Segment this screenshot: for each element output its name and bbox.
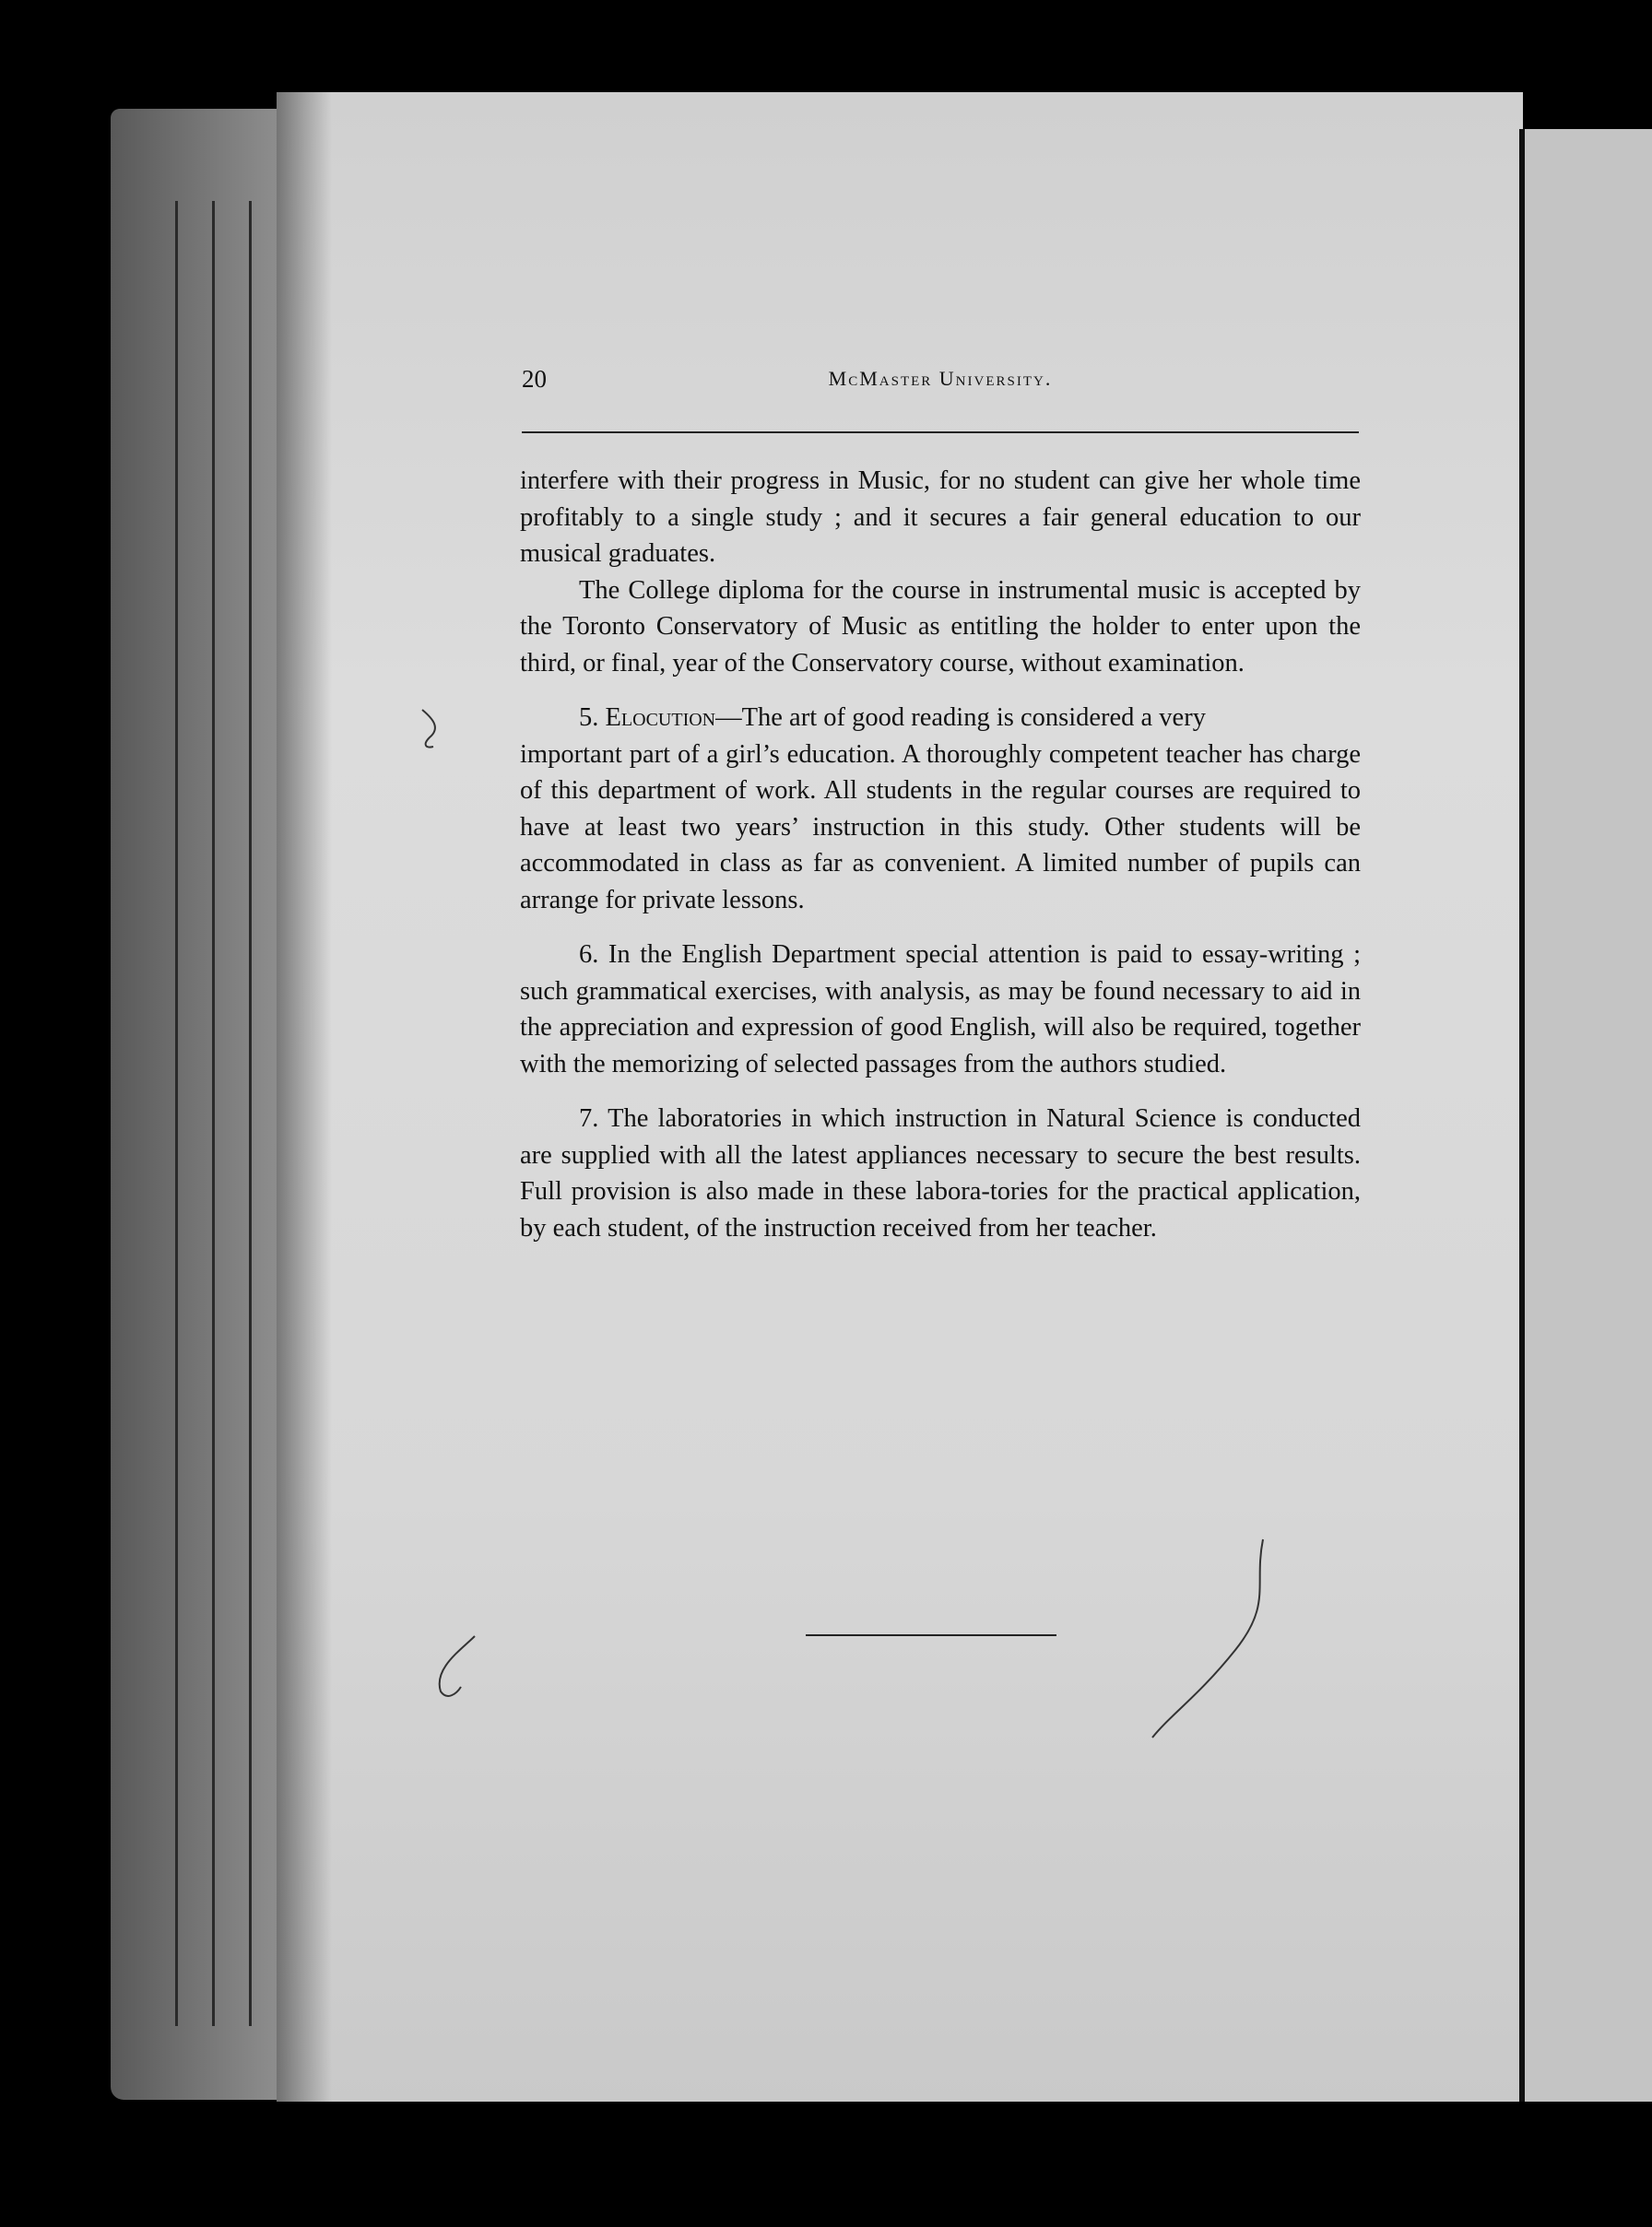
item-number: 7. [579,1104,599,1133]
paragraph-english-text: In the English Department special attention is paid to essay-writing ; such grammatical exercises, with analysis, as may be found necessary to aid in the appreciation and expression of good English, will also be required, together with the memorizing of selected passages from the authors studied. [520,940,1362,1078]
item-number: 5. [579,703,599,732]
paragraph-laboratories-text: The laboratories in which instruction in Natural Science is conducted are supplied with all the latest appliances necessary to secure the best results. Full provision is also made in these labora-tories for the practical application, by each student, of the instruction received from her teacher. [520,1104,1361,1243]
pencil-stroke [422,710,435,748]
paragraph-elocution: important part of a girl’s education. A thoroughly competent teacher has charge of this department of work. All students in the regular courses are required to have at least two years’ instruction in this study. Other students will be accommodated in class as far as convenient. A limited number of pupils can arrange for private lessons. [520,739,1361,914]
item-number: 6. [579,940,599,969]
pencil-stroke [1152,1539,1263,1738]
page-number: 20 [522,365,547,393]
paragraph-music-continued: interfere with their progress in Music, for no student can give her whole time profitably to a single study ; and it secures a fair general education to our musical graduates. [520,466,1361,568]
elocution-lead-text: —The art of good reading is considered a very [715,703,1206,732]
section-heading-elocution: Elocution [605,703,716,732]
paragraph-diploma: The College diploma for the course in instrumental music is accepted by the Toronto Conservatory of Music as entitling the holder to enter upon the third, or final, year of the Conservatory course, without examination. [520,575,1361,678]
pencil-stroke [440,1636,475,1696]
running-head: McMaster University. [828,367,1053,390]
